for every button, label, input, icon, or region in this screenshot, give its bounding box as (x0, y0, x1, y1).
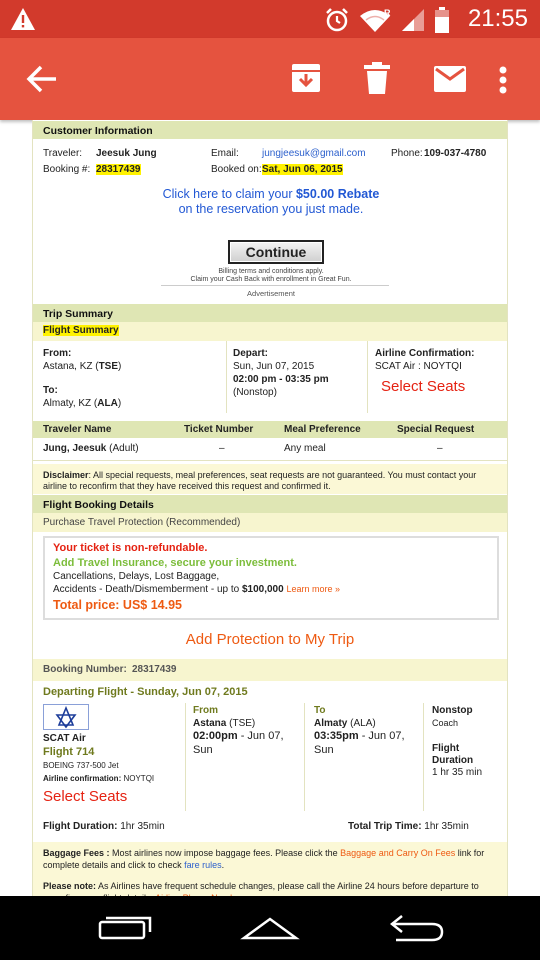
departing-flight-card (33, 681, 507, 836)
email-label: Email: (211, 148, 239, 159)
flight-duration-total: Flight Duration: 1hr 35min (43, 821, 165, 832)
total-trip-time: Total Trip Time: 1hr 35min (348, 821, 469, 832)
to-label: To: (43, 385, 58, 396)
traveler-row-request: – (437, 443, 443, 454)
navigation-bar (0, 896, 540, 960)
depart-time: 02:00 pm - 03:35 pm (233, 374, 329, 385)
mail-icon[interactable] (434, 66, 466, 97)
aircraft-type: BOEING 737-500 Jet (43, 761, 119, 770)
trash-icon[interactable] (364, 62, 390, 99)
col-special-request: Special Request (397, 424, 475, 435)
traveler-name: Jeesuk Jung (96, 148, 157, 159)
insurance-pitch: Add Travel Insurance, secure your investment. (53, 557, 297, 569)
nonstop-label: Nonstop (432, 705, 473, 716)
overflow-menu-icon[interactable] (498, 66, 508, 99)
booking-number-label-2: Booking Number: (43, 664, 127, 675)
traveler-table-header (33, 421, 507, 438)
non-refundable-notice: Your ticket is non-refundable. (53, 542, 208, 554)
trip-summary-header: Trip Summary (33, 304, 507, 322)
coverage-line-2: Accidents - Death/Dismemberment - up to $100,000 Learn more » (53, 584, 340, 595)
from-datetime: 02:00pm - Jun 07, (193, 730, 284, 742)
col-ticket-number: Ticket Number (184, 424, 254, 435)
baggage-fees-note: Baggage Fees : Most airlines now impose baggage fees. Please click the Baggage and Carry On Fees link for complete details and click to check fare rules. (43, 848, 485, 870)
column-divider (226, 341, 227, 413)
disclaimer-note: Disclaimer: All special requests, meal preferences, seat requests are not guaranteed. You must contact your airline to reconfirm that they have received this request and confirmed it. (33, 464, 507, 494)
phone-value: 109-037-4780 (424, 148, 487, 159)
booking-number-label: Booking #: (43, 164, 91, 175)
column-divider (185, 703, 186, 811)
wifi-icon (358, 7, 392, 38)
promo-fine-print: Billing terms and conditions apply. Claim your Cash Back with enrollment in Great Fun. (190, 268, 352, 283)
to-day: Sun (314, 744, 334, 756)
airline-confirmation-line: Airline confirmation: NOYTQI (43, 774, 155, 783)
flight-number: Flight 714 (43, 746, 95, 758)
flight-duration-label-1: Flight (432, 743, 460, 754)
to-city: Almaty, KZ (ALA) (43, 398, 122, 409)
to-datetime: 03:35pm - Jun 07, (314, 730, 405, 742)
back-arrow-icon[interactable] (26, 64, 58, 99)
rebate-promo-link[interactable]: Click here to claim your $50.00 Rebate on the reservation you just made. (162, 187, 380, 216)
from-label: From: (43, 348, 72, 359)
fare-rules-link[interactable]: fare rules (184, 859, 222, 870)
travel-protection-box (43, 536, 499, 620)
column-divider (367, 341, 368, 413)
home-icon[interactable] (242, 916, 298, 947)
airline-logo-icon (43, 704, 89, 733)
col-meal-preference: Meal Preference (284, 424, 361, 435)
to-airport: Almaty (ALA) (314, 718, 376, 729)
traveler-row-ticket: – (219, 443, 225, 454)
airline-name: SCAT Air (43, 733, 86, 744)
travel-protection-box-wrap (33, 536, 507, 624)
traveler-row-meal: Any meal (284, 443, 326, 454)
from-label-2: From (193, 705, 218, 716)
phone-label: Phone: (391, 148, 423, 159)
departing-flight-title: Departing Flight - Sunday, Jun 07, 2015 (43, 686, 248, 698)
continue-button[interactable]: Continue (228, 240, 324, 264)
status-bar (0, 0, 540, 38)
booking-number: 28317439 (96, 164, 141, 175)
schedule-change-note: Please note: As Airlines have frequent schedule changes, please call the Airline 24 hours before departure to (43, 881, 497, 904)
app-bar (0, 38, 540, 120)
add-protection-link[interactable]: Add Protection to My Trip (185, 631, 355, 648)
booking-number-2: 28317439 (132, 664, 177, 675)
back-icon[interactable] (388, 914, 444, 947)
from-day: Sun (193, 744, 213, 756)
column-divider (423, 703, 424, 811)
cabin-class: Coach (432, 718, 459, 728)
svg-text:R: R (384, 8, 391, 18)
learn-more-link[interactable]: Learn more » (286, 584, 340, 594)
flight-summary-label: Flight Summary (43, 325, 119, 336)
traveler-row-name: Jung, Jeesuk (Adult) (43, 443, 139, 454)
alarm-icon (324, 7, 350, 38)
trip-summary-details (33, 341, 507, 407)
col-traveler-name: Traveler Name (43, 424, 112, 435)
flight-duration-value: 1 hr 35 min (432, 767, 483, 778)
archive-icon[interactable] (290, 62, 322, 99)
customer-info-section (33, 139, 507, 298)
battery-icon (434, 6, 450, 39)
email-body (32, 120, 508, 896)
traveler-label: Traveler: (43, 148, 83, 159)
to-label-2: To (314, 705, 326, 716)
airline-confirmation-code: SCAT Air : NOYTQI (375, 361, 462, 372)
signal-icon (400, 7, 426, 38)
recent-apps-icon[interactable] (98, 916, 152, 945)
depart-date: Sun, Jun 07, 2015 (233, 361, 315, 372)
select-seats-link-2[interactable]: Select Seats (43, 788, 128, 805)
booked-on-label: Booked on: (211, 164, 262, 175)
clock-time: 21:55 (467, 5, 528, 32)
flight-duration-label-2: Duration (432, 755, 474, 766)
ad-divider (161, 285, 389, 286)
from-city: Astana, KZ (TSE) (43, 361, 122, 372)
traveler-row (33, 438, 507, 460)
booked-on-date: Sat, Jun 06, 2015 (262, 164, 343, 175)
stops-info: (Nonstop) (233, 387, 277, 398)
column-divider (304, 703, 305, 811)
email-link[interactable]: jungjeesuk@gmail.com (262, 148, 366, 159)
customer-info-header: Customer Information (33, 121, 507, 139)
coverage-line-1: Cancellations, Delays, Lost Baggage, (53, 571, 220, 582)
booking-details-header: Flight Booking Details (33, 495, 507, 513)
depart-label: Depart: (233, 348, 269, 359)
airline-confirmation-label: Airline Confirmation: (375, 348, 475, 359)
advertisement-label: Advertisement (247, 289, 295, 298)
travel-protection-header: Purchase Travel Protection (Recommended) (33, 513, 507, 532)
total-price: Total price: US$ 14.95 (53, 598, 182, 612)
select-seats-link[interactable]: Select Seats (381, 378, 466, 395)
baggage-fees-link[interactable]: Baggage and Carry On Fees (340, 848, 456, 858)
warning-icon (10, 7, 36, 36)
flight-summary-bar (33, 322, 507, 341)
booking-number-bar (33, 659, 507, 681)
from-airport: Astana (TSE) (193, 718, 256, 729)
